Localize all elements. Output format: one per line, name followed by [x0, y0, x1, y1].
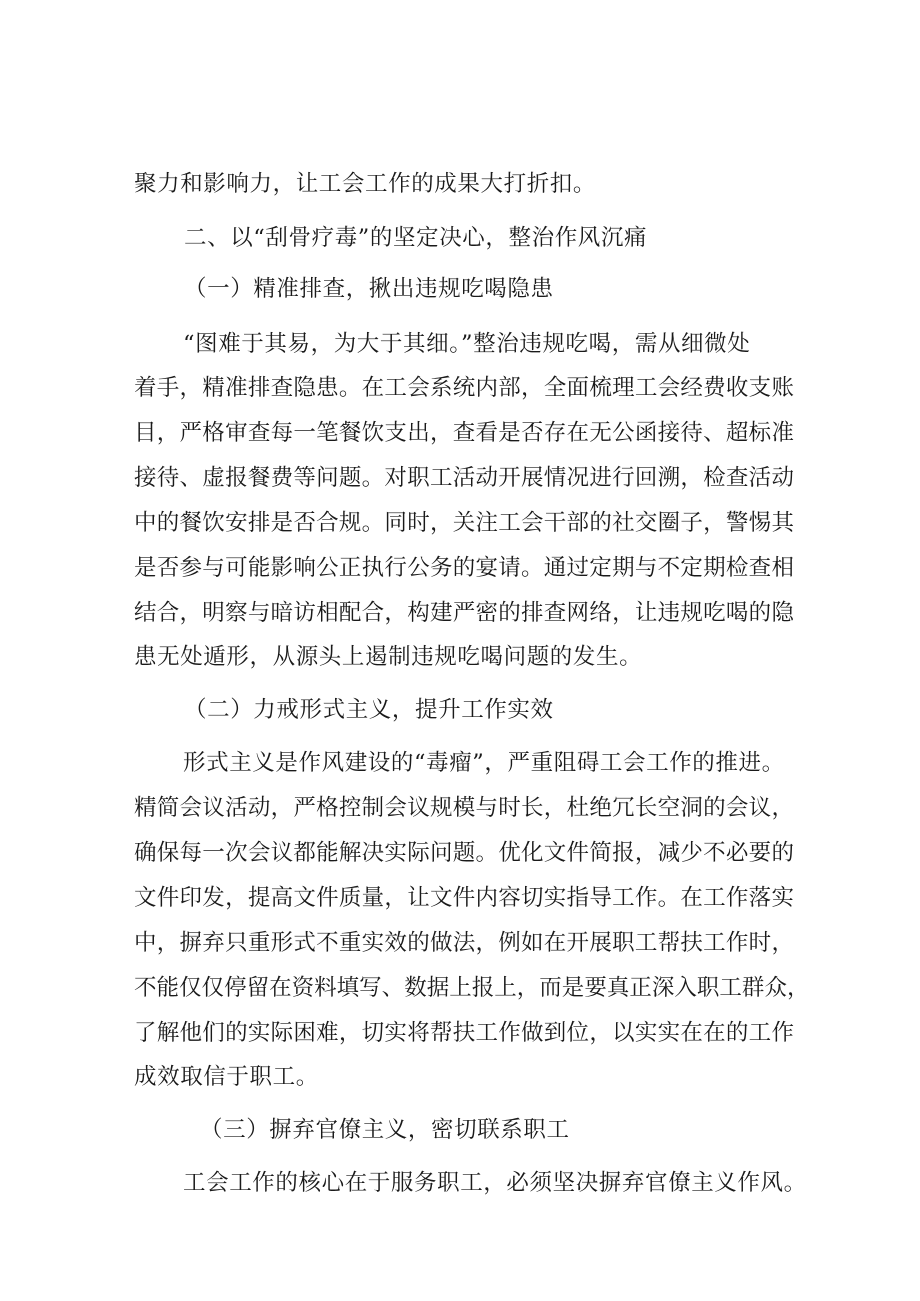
paragraph-line: 目 ， 严 格 审 查 每 一 笔 餐 饮 支 出 ， 查 看 是 否 存 在 无 公 函 接 待 、 超 标 准: [134, 420, 794, 446]
paragraph-line: 是 否 参 与 可 能 影 响 公 正 执 行 公 务 的 宴 请 。 通 过 定 期 与 不 定 期 检 查 相: [134, 555, 794, 581]
paragraph-line: 患无处遁形，从源头上遏制违规吃喝问题的发生。: [134, 644, 643, 670]
paragraph-line: 中 的 餐 饮 安 排 是 否 合 规 。 同 时 ， 关 注 工 会 干 部 的 社 交 圈 子 ， 警 惕 其: [134, 510, 794, 536]
paragraph-line: 确 保 每 一 次 会 议 都 能 解 决 实 际 问 题 。 优 化 文 件 简 报 ， 减 少 不 必 要 的: [134, 840, 794, 866]
paragraph-line: 精 简 会 议 活 动 ， 严 格 控 制 会 议 规 模 与 时 长 ， 杜 绝 冗 长 空 洞 的 会 议 ，: [134, 795, 794, 821]
paragraph-line: 着 手 ， 精 准 排 查 隐 患 。 在 工 会 系 统 内 部 ， 全 面 梳 理 工 会 经 费 收 支 账: [134, 375, 794, 401]
paragraph-line: 结 合 ， 明 察 与 暗 访 相 配 合 ， 构 建 严 密 的 排 查 网 络 ， 让 违 规 吃 喝 的 隐: [134, 600, 794, 626]
section-heading: 二、以“刮骨疗毒”的坚定决心，整治作风沉痛: [184, 225, 648, 251]
paragraph-line: 了 解 他 们 的 实 际 困 难 ， 切 实 将 帮 扶 工 作 做 到 位 ， 以 实 实 在 在 的 工 作: [134, 1020, 794, 1046]
subsection-heading-3: （三）摒弃官僚主义，密切联系职工: [200, 1117, 570, 1143]
subsection-heading-2: （二）力戒形式主义，提升工作实效: [184, 697, 554, 723]
paragraph-line: “图难于其易，为大于其细。”整治违规吃喝，需从细微处: [183, 331, 751, 357]
paragraph-line: 文 件 印 发 ， 提 高 文 件 质 量 ， 让 文 件 内 容 切 实 指 导 工 作 。 在 工 作 落 实: [134, 885, 794, 911]
paragraph-line: 工会工作的核心在于服务职工，必须坚决摒弃官僚主义作风。: [183, 1170, 807, 1196]
paragraph-line: 接 待 、 虚 报 餐 费 等 问 题 。 对 职 工 活 动 开 展 情 况 进 行 回 溯 ， 检 查 活 动: [134, 465, 794, 491]
paragraph-line: 形式主义是作风建设的“毒瘤”，严重阻碍工会工作的推进。: [183, 750, 785, 776]
paragraph-line: 成效取信于职工。: [134, 1064, 319, 1090]
paragraph-line: 聚力和影响力，让工会工作的成果大打折扣。: [134, 171, 597, 197]
subsection-heading-1: （一）精准排查，揪出违规吃喝隐患: [184, 276, 554, 302]
paragraph-line: 中 ， 摒 弃 只 重 形 式 不 重 实 效 的 做 法 ， 例 如 在 开 展 职 工 帮 扶 工 作 时 ，: [134, 930, 794, 956]
paragraph-line: 不 能 仅 仅 停 留 在 资 料 填 写 、 数 据 上 报 上 ， 而 是 要 真 正 深 入 职 工 群 众 ，: [134, 975, 810, 1001]
